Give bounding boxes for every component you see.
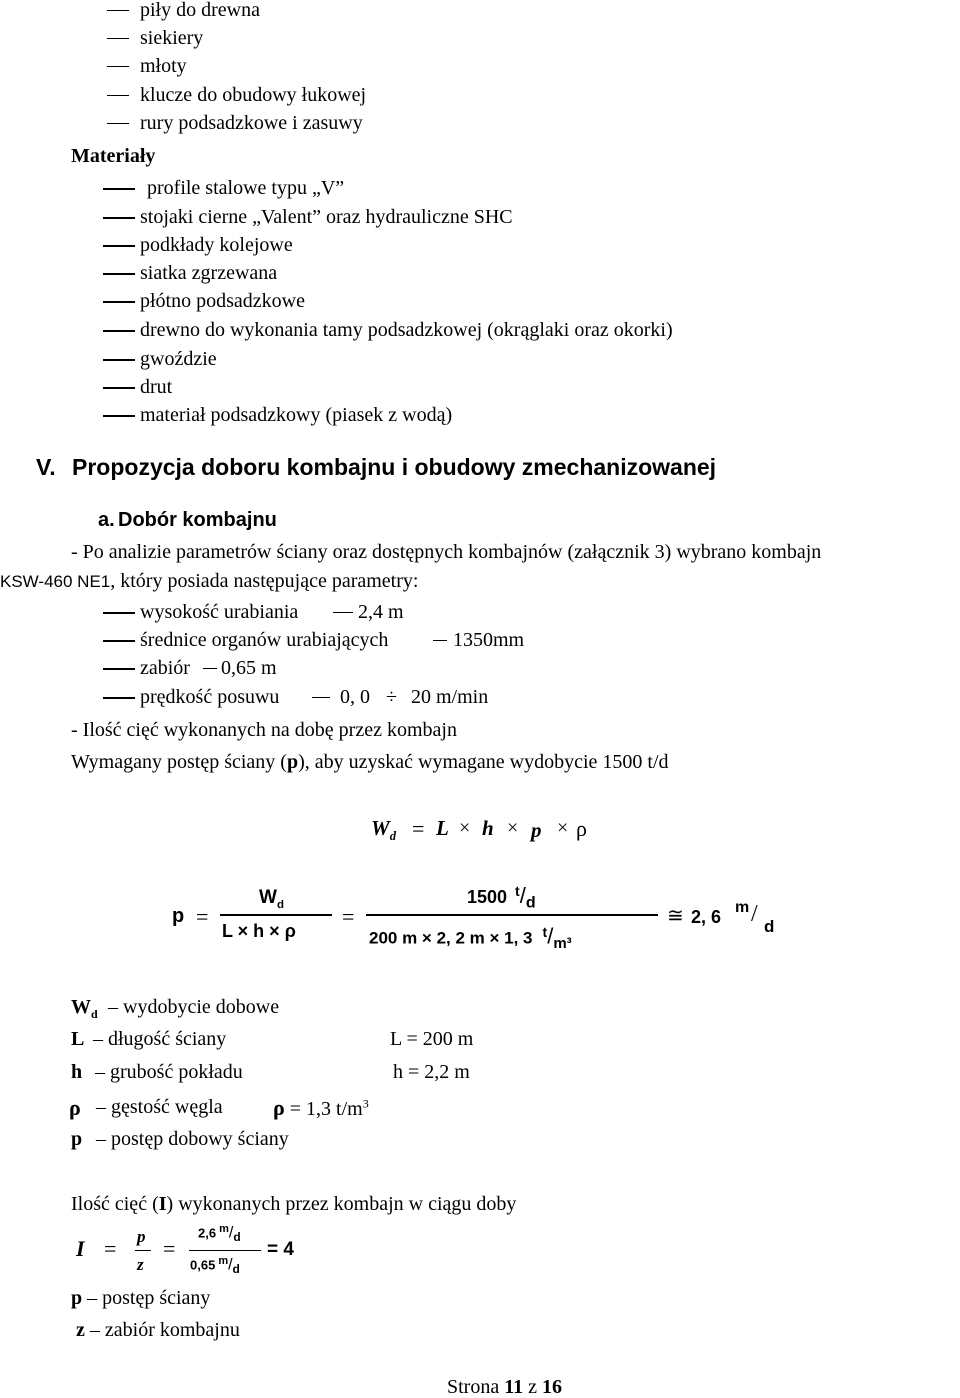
unit-t: t <box>515 883 520 899</box>
list-dash <box>107 66 129 67</box>
legend-desc: – grubość pokładu <box>95 1061 243 1083</box>
slash: / <box>228 1256 233 1274</box>
unit-m: m <box>218 1255 229 1267</box>
fraction-denominator <box>190 1256 240 1275</box>
page-number: 11 <box>504 1376 524 1398</box>
cuts-text: ) wykonanych przez kombajn w ciągu doby <box>166 1193 517 1215</box>
list-dash <box>103 640 135 642</box>
list-dash <box>107 10 129 11</box>
sym: p <box>71 1287 83 1309</box>
den-text: 200 m × 2, 2 m × 1, 3 <box>369 928 533 948</box>
fraction-numerator: p <box>137 1227 146 1246</box>
unit-d: d <box>232 1261 240 1276</box>
value-sup: 3 <box>362 1096 369 1111</box>
bottom-legend-item <box>76 1320 240 1340</box>
divide-sign: ÷ <box>386 686 397 708</box>
list-dash <box>107 123 129 124</box>
intro-line-1: - Po analizie parametrów ściany oraz dostępnych kombajnów (załącznik 3) wybrano kombajn <box>71 541 822 563</box>
req-text: Wymagany postęp ściany ( <box>71 751 287 773</box>
section-title: Propozycja doboru kombajnu i obudowy zmechanizowanej <box>72 454 717 480</box>
slash: / <box>228 1224 234 1242</box>
num-text: W <box>259 887 277 908</box>
fraction-denominator <box>369 925 572 951</box>
legend-desc: – długość ściany <box>93 1028 227 1050</box>
param-value: 2,4 m <box>358 601 404 623</box>
fraction-numerator <box>198 1224 241 1243</box>
list-dash <box>103 668 135 670</box>
legend-symbol: L <box>71 1028 85 1050</box>
list-dash <box>103 697 135 699</box>
list-item: piły do drewna <box>140 0 260 21</box>
num-text: 2,6 <box>198 1225 217 1241</box>
sym: z <box>76 1319 85 1341</box>
intro-line-2-text: , który posiada następujące parametry: <box>110 570 419 592</box>
cuts-var: I <box>158 1193 167 1215</box>
formula-var-i: I <box>76 1236 85 1261</box>
unit-m: m <box>735 899 750 916</box>
cuts-text: Ilość cięć ( <box>71 1193 159 1215</box>
list-item: materiał podsadzkowy (piasek z wodą) <box>140 404 453 426</box>
fraction-bar <box>366 914 658 916</box>
req-text: ), aby uzyskać wymagane wydobycie 1500 t/d <box>298 751 669 773</box>
legend-desc: – gęstość węgla <box>96 1096 223 1118</box>
num-sub: d <box>276 898 284 911</box>
list-dash <box>103 188 135 190</box>
fraction-denominator: L × h × ρ <box>222 921 296 941</box>
list-dash <box>107 38 129 39</box>
formula-var-h: h <box>482 816 494 840</box>
equals-sign: = <box>342 904 355 929</box>
fraction-bar <box>220 914 332 916</box>
equals-sign: = <box>412 816 425 841</box>
list-dash <box>103 415 135 417</box>
unit-t: t <box>542 924 548 940</box>
legend-value: h = 2,2 m <box>393 1061 470 1083</box>
list-item: drut <box>140 376 173 398</box>
times-sign: × <box>557 817 569 839</box>
param-name: wysokość urabiania <box>140 601 299 623</box>
slash: / <box>751 901 758 927</box>
var-text: W <box>371 816 390 840</box>
desc: – postęp ściany <box>82 1287 211 1309</box>
subsection-letter: a. <box>98 509 115 531</box>
fraction-bar <box>189 1250 261 1251</box>
param-value: 1350mm <box>453 629 525 651</box>
times-sign: × <box>459 817 471 839</box>
fraction-numerator <box>467 884 536 912</box>
cuts-line: - Ilość cięć wykonanych na dobę przez kombajn <box>71 719 457 741</box>
legend-symbol: p <box>71 1128 83 1150</box>
formula-var-w <box>371 818 396 843</box>
formula-var-l: L <box>436 816 449 840</box>
den-text: 0,65 <box>190 1257 216 1273</box>
list-dash <box>103 359 135 361</box>
list-dash <box>103 217 135 219</box>
cuts-heading <box>71 1194 516 1214</box>
list-item: siekiery <box>140 27 204 49</box>
formula-var-p: p <box>531 818 542 842</box>
param-name: prędkość posuwu <box>140 686 280 708</box>
machine-model: KSW-460 NE1 <box>0 572 111 591</box>
list-item: młoty <box>140 55 187 77</box>
slash: / <box>519 883 526 908</box>
list-item: podkłady kolejowe <box>140 234 293 256</box>
intro-line-2 <box>0 571 418 591</box>
list-item: klucze do obudowy łukowej <box>140 84 367 106</box>
list-dash <box>103 387 135 389</box>
formula-result: = 4 <box>267 1239 294 1260</box>
section-number: V. <box>36 454 56 480</box>
list-dash <box>103 330 135 332</box>
fraction-bar <box>135 1250 151 1251</box>
formula-var-rho: ρ <box>576 816 587 841</box>
list-item: rury podsadzkowe i zasuwy <box>140 112 363 134</box>
list-dash <box>107 95 129 96</box>
list-item: siatka zgrzewana <box>140 262 278 284</box>
unit-m3: m³ <box>553 935 572 953</box>
legend-symbol <box>71 997 98 1020</box>
footer-sep: z <box>528 1376 538 1398</box>
subsection-title: Dobór kombajnu <box>118 509 277 531</box>
list-dash <box>103 301 135 303</box>
legend-desc: – postęp dobowy ściany <box>96 1128 289 1150</box>
value-sym: ρ <box>273 1095 285 1120</box>
unit-m: m <box>219 1223 229 1235</box>
required-advance-line <box>71 752 669 772</box>
param-value: 0,65 m <box>221 657 277 679</box>
list-item: profile stalowe typu „V” <box>147 177 345 199</box>
param-name: średnice organów urabiających <box>140 629 389 651</box>
list-dash <box>103 245 135 247</box>
desc: – zabiór kombajnu <box>84 1319 240 1341</box>
fraction-numerator <box>259 888 284 911</box>
list-item: drewno do wykonania tamy podsadzkowej (okrąglaki oraz okorki) <box>140 319 673 341</box>
param-dash <box>203 668 217 669</box>
param-value: 20 m/min <box>411 686 489 708</box>
fraction-denominator: z <box>137 1255 144 1274</box>
param-dash <box>433 640 447 641</box>
footer-label: Strona <box>447 1376 500 1398</box>
req-var: p <box>286 751 299 773</box>
legend-value: L = 200 m <box>390 1028 474 1050</box>
list-dash <box>103 273 135 275</box>
equals-sign: = <box>196 904 209 929</box>
legend-symbol: h <box>71 1061 83 1083</box>
unit-d: d <box>525 894 536 912</box>
var-sub: d <box>389 829 396 844</box>
param-dash <box>312 697 330 698</box>
list-item: płótno podsadzkowe <box>140 290 305 312</box>
num-text: 1500 <box>467 887 508 907</box>
param-dash <box>333 612 353 613</box>
page-total: 16 <box>542 1376 563 1398</box>
sym: W <box>71 996 91 1018</box>
list-item: stojaki cierne „Valent” oraz hydrauliczne SHC <box>140 206 513 228</box>
times-sign: × <box>507 817 519 839</box>
unit-d: d <box>233 1229 241 1244</box>
approx-sign: ≅ <box>667 905 684 927</box>
sym-sub: d <box>91 1007 98 1021</box>
equals-sign: = <box>104 1236 117 1261</box>
slash: / <box>547 923 554 949</box>
value-text: = 1,3 t/m <box>284 1098 363 1120</box>
legend-symbol: ρ <box>69 1095 81 1120</box>
legend-value <box>273 1097 369 1119</box>
page-footer <box>447 1377 562 1397</box>
materials-heading: Materiały <box>71 145 156 167</box>
param-name: zabiór <box>140 657 190 679</box>
equals-sign: = <box>163 1236 176 1261</box>
formula-var-p: p <box>172 905 185 927</box>
unit-d: d <box>764 917 775 936</box>
list-dash <box>103 612 135 614</box>
param-value: 0, 0 <box>340 686 370 708</box>
bottom-legend-item <box>71 1288 210 1308</box>
legend-desc: – wydobycie dobowe <box>108 996 280 1018</box>
list-item: gwoździe <box>140 348 217 370</box>
formula-result: 2, 6 <box>691 907 722 927</box>
